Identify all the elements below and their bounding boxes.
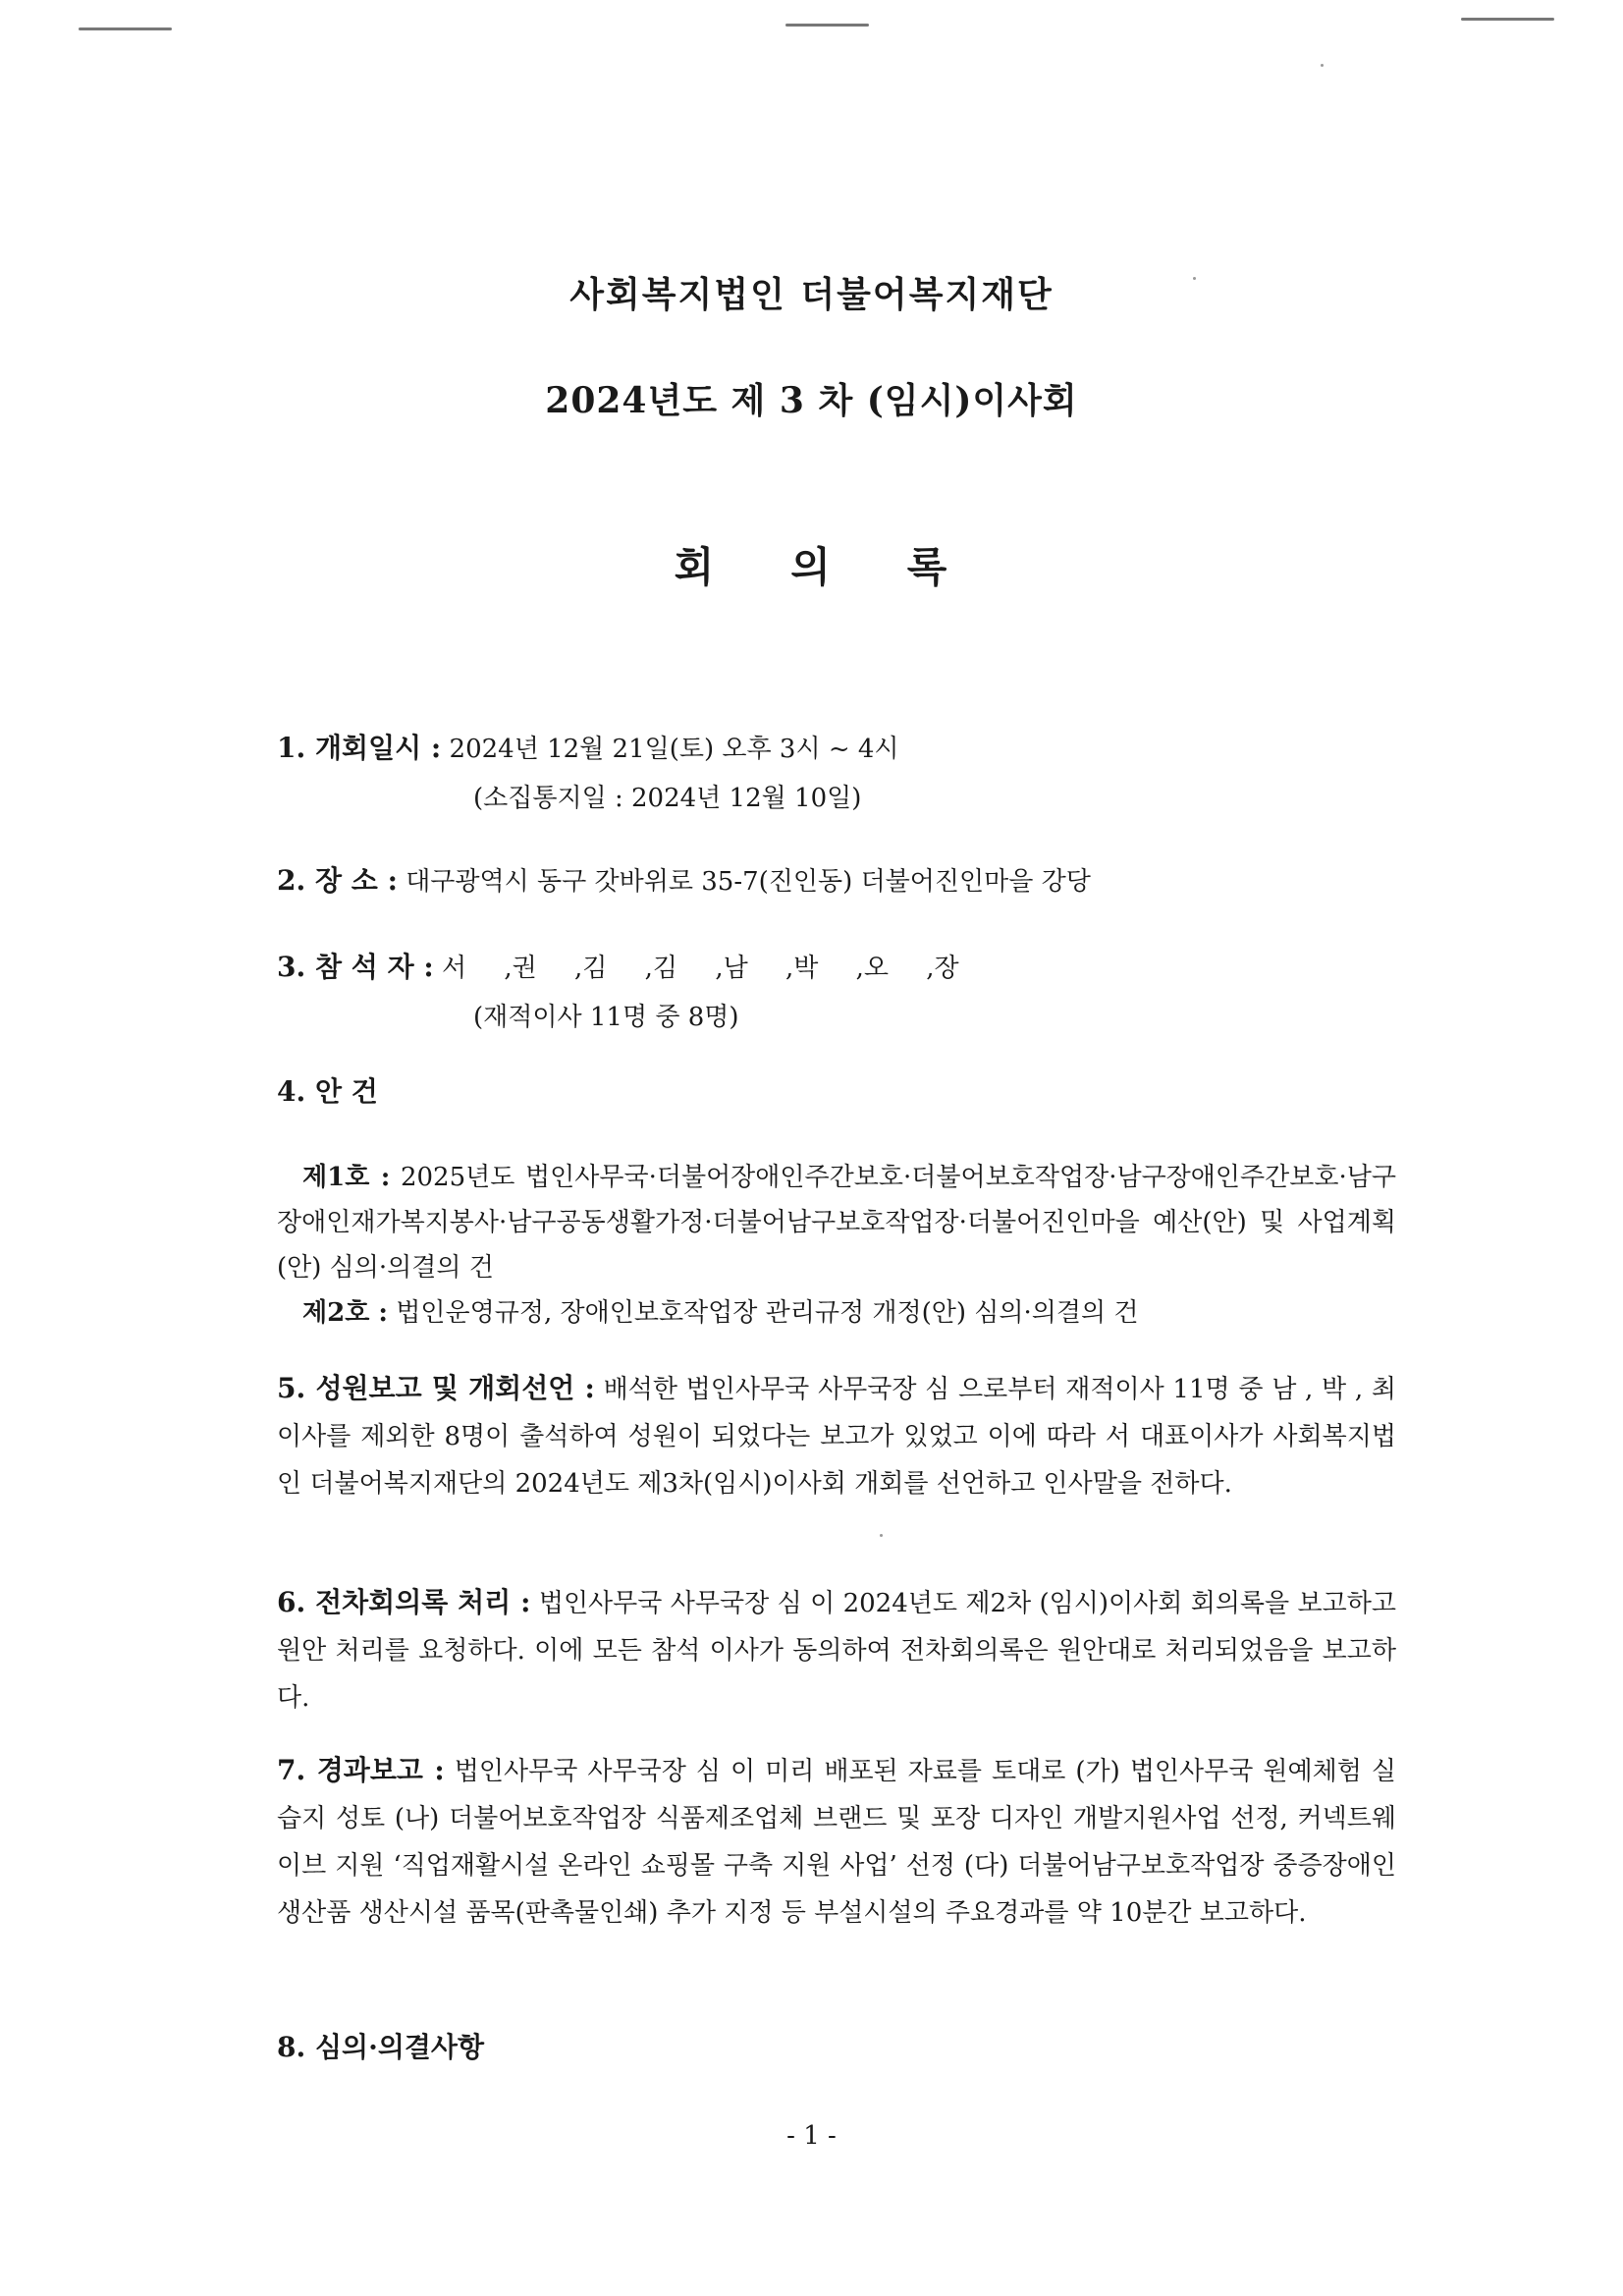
section-label: 6. 전차회의록 처리 : (277, 1586, 531, 1618)
page-number: - 1 - (786, 2121, 837, 2151)
section-meeting-date (277, 724, 1396, 823)
attendee: ,김 (574, 954, 608, 983)
section-resolutions (277, 2023, 1396, 2073)
agenda-items (277, 1155, 1396, 1336)
section-label: 4. 안 건 (277, 1075, 378, 1108)
section-progress-report (277, 1747, 1396, 1937)
section-label: 1. 개회일시 : (277, 732, 442, 764)
section-label: 5. 성원보고 및 개회선언 : (277, 1372, 595, 1404)
quorum-text: 배석한 법인사무국 사무국장 심 으로부터 재적이사 11명 중 남 , 박 , 최 이사를 제외한 8명이 출석하여 성원이 되었다는 보고가 있었고 이에 따라 서 대표이사가 사회복지법인 더불어복지재단의 2024년도 제3차(임시)이사회 개회를 선언하고 인사말을 전하다. (277, 1375, 1396, 1499)
section-label: 8. 심의·의결사항 (277, 2031, 485, 2063)
document-title-char: 의 (790, 543, 833, 591)
scan-mark-left (79, 27, 172, 30)
progress-report-text: 법인사무국 사무국장 심 이 미리 배포된 자료를 토대로 (가) 법인사무국 원예체험 실습지 성토 (나) 더불어보호작업장 식품제조업체 브랜드 및 포장 디자인 개발지원사업 선정, 커넥트웨이브 지원 ‘직업재활시설 온라인 쇼핑몰 구축 지원 사업’ 선정 (다) 더불어남구보호작업장 중증장애인생산품 생산시설 품목(판촉물인쇄) 추가 지정 등 부설시설의 주요경과를 약 10분간 보고하다. (277, 1757, 1396, 1928)
section-label: 3. 참 석 자 : (277, 951, 434, 983)
scan-speck (880, 1534, 883, 1537)
venue-text: 대구광역시 동구 갓바위로 35-7(진인동) 더불어진인마을 강당 (406, 867, 1091, 897)
agenda-item-1 (277, 1155, 1396, 1290)
document-title (0, 535, 1623, 594)
agenda-item-2 (277, 1290, 1396, 1336)
section-previous-minutes (277, 1579, 1396, 1722)
section-label: 7. 경과보고 : (277, 1754, 445, 1786)
organization-title: 사회복지법인 더불어복지재단 (569, 274, 1054, 315)
attendee: 서 (441, 954, 467, 983)
agenda-item-label: 제2호 : (302, 1298, 388, 1328)
attendee: ,오 (855, 954, 890, 983)
agenda-item-label: 제1호 : (302, 1163, 391, 1192)
section-venue (277, 856, 1396, 906)
attendee: ,김 (644, 954, 678, 983)
scan-mark-center (785, 24, 869, 27)
notice-date: (소집통지일 : 2024년 12월 10일) (473, 784, 862, 813)
section-quorum (277, 1365, 1396, 1507)
document-title-char: 회 (674, 543, 717, 591)
meeting-title: 2024년도 제 3 차 (임시)이사회 (545, 380, 1078, 421)
scan-speck (1321, 64, 1324, 67)
document-title-char: 록 (906, 543, 949, 591)
agenda-item-text: 법인운영규정, 장애인보호작업장 관리규정 개정(안) 심의·의결의 건 (396, 1298, 1139, 1328)
meeting-datetime: 2024년 12월 21일(토) 오후 3시 ~ 4시 (449, 735, 899, 764)
previous-minutes-text: 법인사무국 사무국장 심 이 2024년도 제2차 (임시)이사회 회의록을 보고하고 원안 처리를 요청하다. 이에 모든 참석 이사가 동의하여 전차회의록은 원안대로 처리되었음을 보고하다. (277, 1589, 1396, 1713)
attendee-count: (재적이사 11명 중 8명) (473, 1003, 739, 1032)
agenda-item-text: 2025년도 법인사무국·더불어장애인주간보호·더불어보호작업장·남구장애인주간보호·남구장애인재가복지봉사·남구공동생활가정·더불어남구보호작업장·더불어진인마을 예산(안) 및 사업계획(안) 심의·의결의 건 (277, 1163, 1396, 1283)
attendee: ,장 (926, 954, 959, 983)
attendee: ,남 (715, 954, 748, 983)
section-attendees (277, 943, 1396, 1042)
section-label: 2. 장 소 : (277, 864, 398, 897)
scan-mark-right (1461, 18, 1554, 21)
attendee: ,권 (504, 954, 537, 983)
section-agenda-heading (277, 1067, 1396, 1118)
attendee: ,박 (784, 954, 819, 983)
